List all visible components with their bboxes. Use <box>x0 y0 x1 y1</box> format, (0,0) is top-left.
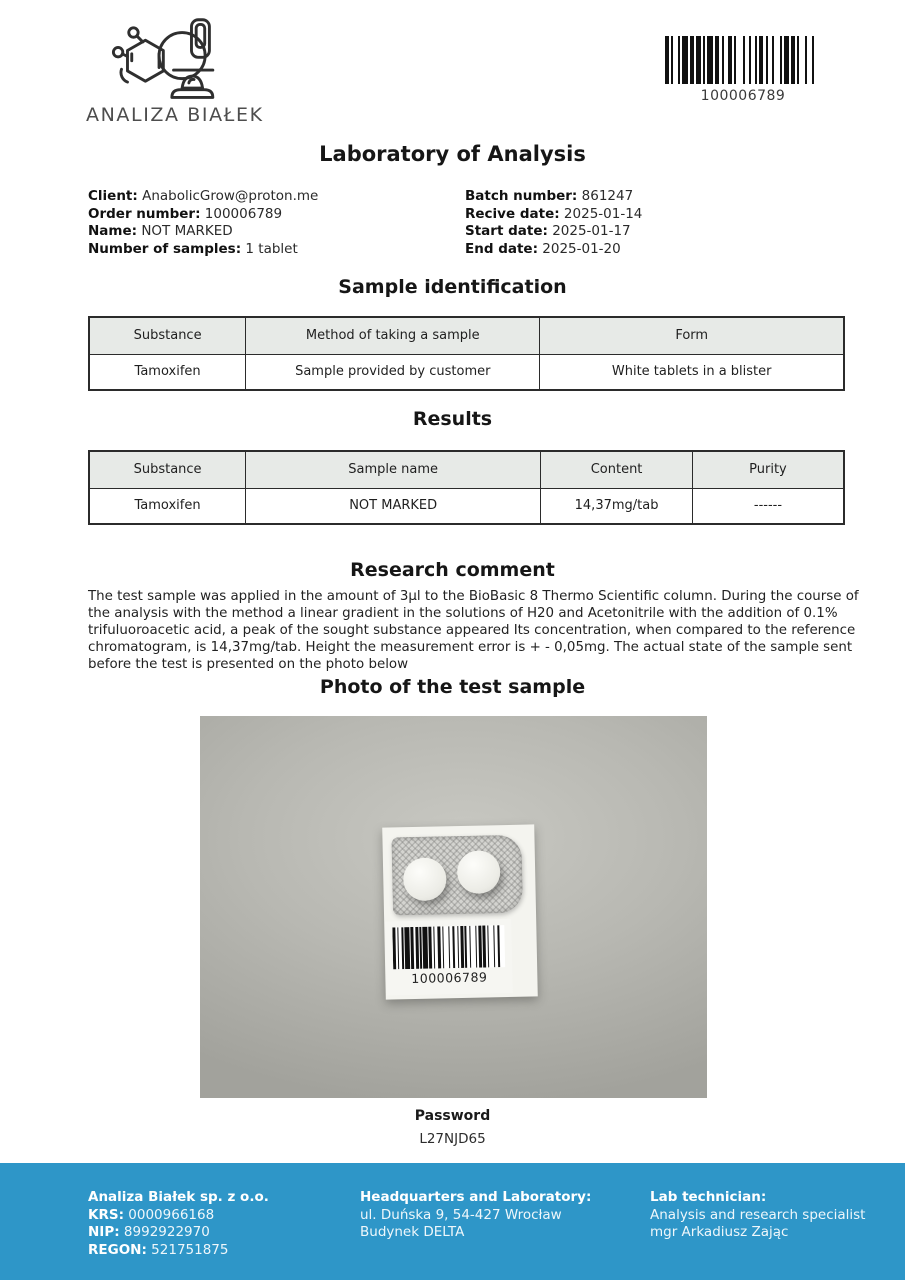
table-header-row <box>89 317 844 354</box>
table-header-row <box>89 451 844 488</box>
table-cell: 14,37mg/tab <box>541 488 693 524</box>
barcode-bars <box>392 925 505 969</box>
info-line: Batch number: 861247 <box>465 188 634 204</box>
footer-headquarters-block <box>360 1189 591 1242</box>
batch-info-block <box>465 188 642 258</box>
sample-identification-heading: Sample identification <box>338 276 567 298</box>
footer <box>0 1163 905 1280</box>
footer-line: NIP: 8992922970 <box>88 1224 210 1240</box>
lab-technician-title: Lab technician: <box>650 1189 767 1205</box>
results-heading: Results <box>412 408 493 430</box>
footer-line: Budynek DELTA <box>360 1224 465 1240</box>
company-name: Analiza Białek sp. z o.o. <box>88 1189 269 1205</box>
headquarters-title: Headquarters and Laboratory: <box>360 1189 592 1205</box>
tablet-blister <box>391 835 523 916</box>
column-header: Form <box>540 317 844 354</box>
table-cell: NOT MARKED <box>246 488 541 524</box>
tablet <box>403 857 447 901</box>
footer-line: mgr Arkadiusz Zając <box>650 1224 789 1240</box>
table-cell: ------ <box>692 488 844 524</box>
barcode-number: 100006789 <box>700 88 786 104</box>
table-cell: Tamoxifen <box>89 354 246 390</box>
order-barcode <box>663 36 823 104</box>
sample-identification-table <box>88 316 845 391</box>
footer-line: ul. Duńska 9, 54-427 Wrocław <box>360 1206 562 1223</box>
info-line: Number of samples: 1 tablet <box>88 240 298 257</box>
research-comment-heading: Research comment <box>350 559 555 581</box>
tablet <box>457 850 501 894</box>
footer-line: Analysis and research specialist <box>650 1206 866 1223</box>
column-header: Substance <box>89 317 246 354</box>
info-line: Recive date: 2025-01-14 <box>465 205 643 222</box>
barcode-bars <box>665 36 821 84</box>
table-row <box>89 354 844 390</box>
sample-paper-card <box>382 824 538 999</box>
client-info-block <box>88 188 318 258</box>
column-header: Content <box>541 451 693 488</box>
footer-lab-technician-block <box>650 1189 865 1242</box>
document-title: Laboratory of Analysis <box>319 142 586 166</box>
chemistry-microscope-icon <box>107 16 235 102</box>
info-line: Name: NOT MARKED <box>88 223 233 239</box>
photo-barcode-number: 100006789 <box>411 969 488 987</box>
footer-line: REGON: 521751875 <box>88 1241 229 1258</box>
password-label: Password <box>414 1108 491 1124</box>
results-table <box>88 450 845 525</box>
table-cell: Sample provided by customer <box>246 354 540 390</box>
info-line: Client: AnabolicGrow@proton.me <box>88 188 319 204</box>
brand-logo <box>86 16 264 126</box>
info-line: End date: 2025-01-20 <box>465 240 621 257</box>
column-header: Sample name <box>246 451 541 488</box>
column-header: Substance <box>89 451 246 488</box>
table-cell: Tamoxifen <box>89 488 246 524</box>
photo-heading: Photo of the test sample <box>319 676 586 698</box>
info-line: Start date: 2025-01-17 <box>465 223 631 239</box>
footer-company-block <box>88 1189 269 1259</box>
table-row <box>89 488 844 524</box>
sample-photo <box>200 716 707 1098</box>
column-header: Purity <box>692 451 844 488</box>
column-header: Method of taking a sample <box>246 317 540 354</box>
info-line: Order number: 100006789 <box>88 205 283 222</box>
footer-line: KRS: 0000966168 <box>88 1206 215 1223</box>
photo-barcode-label <box>385 919 513 996</box>
brand-name: ANALIZA BIAŁEK <box>86 104 264 126</box>
research-comment-text: The test sample was applied in the amount of 3µl to the BioBasic 8 Thermo Scientific column. During the course of the analysis with the method a linear gradient in the solutions of H20 and Acetonitrile with the addition of 0.1% trifuluoroacetic acid, a peak of the sought substance appeared Its concentration, when compared to the reference chromatogram, is 14,37mg/tab. Height the measurement error is + - 0,05mg. The actual state of the sample sent before the test is presented on the photo below <box>88 589 859 672</box>
table-cell: White tablets in a blister <box>540 354 844 390</box>
password-value: L27NJD65 <box>419 1131 486 1147</box>
